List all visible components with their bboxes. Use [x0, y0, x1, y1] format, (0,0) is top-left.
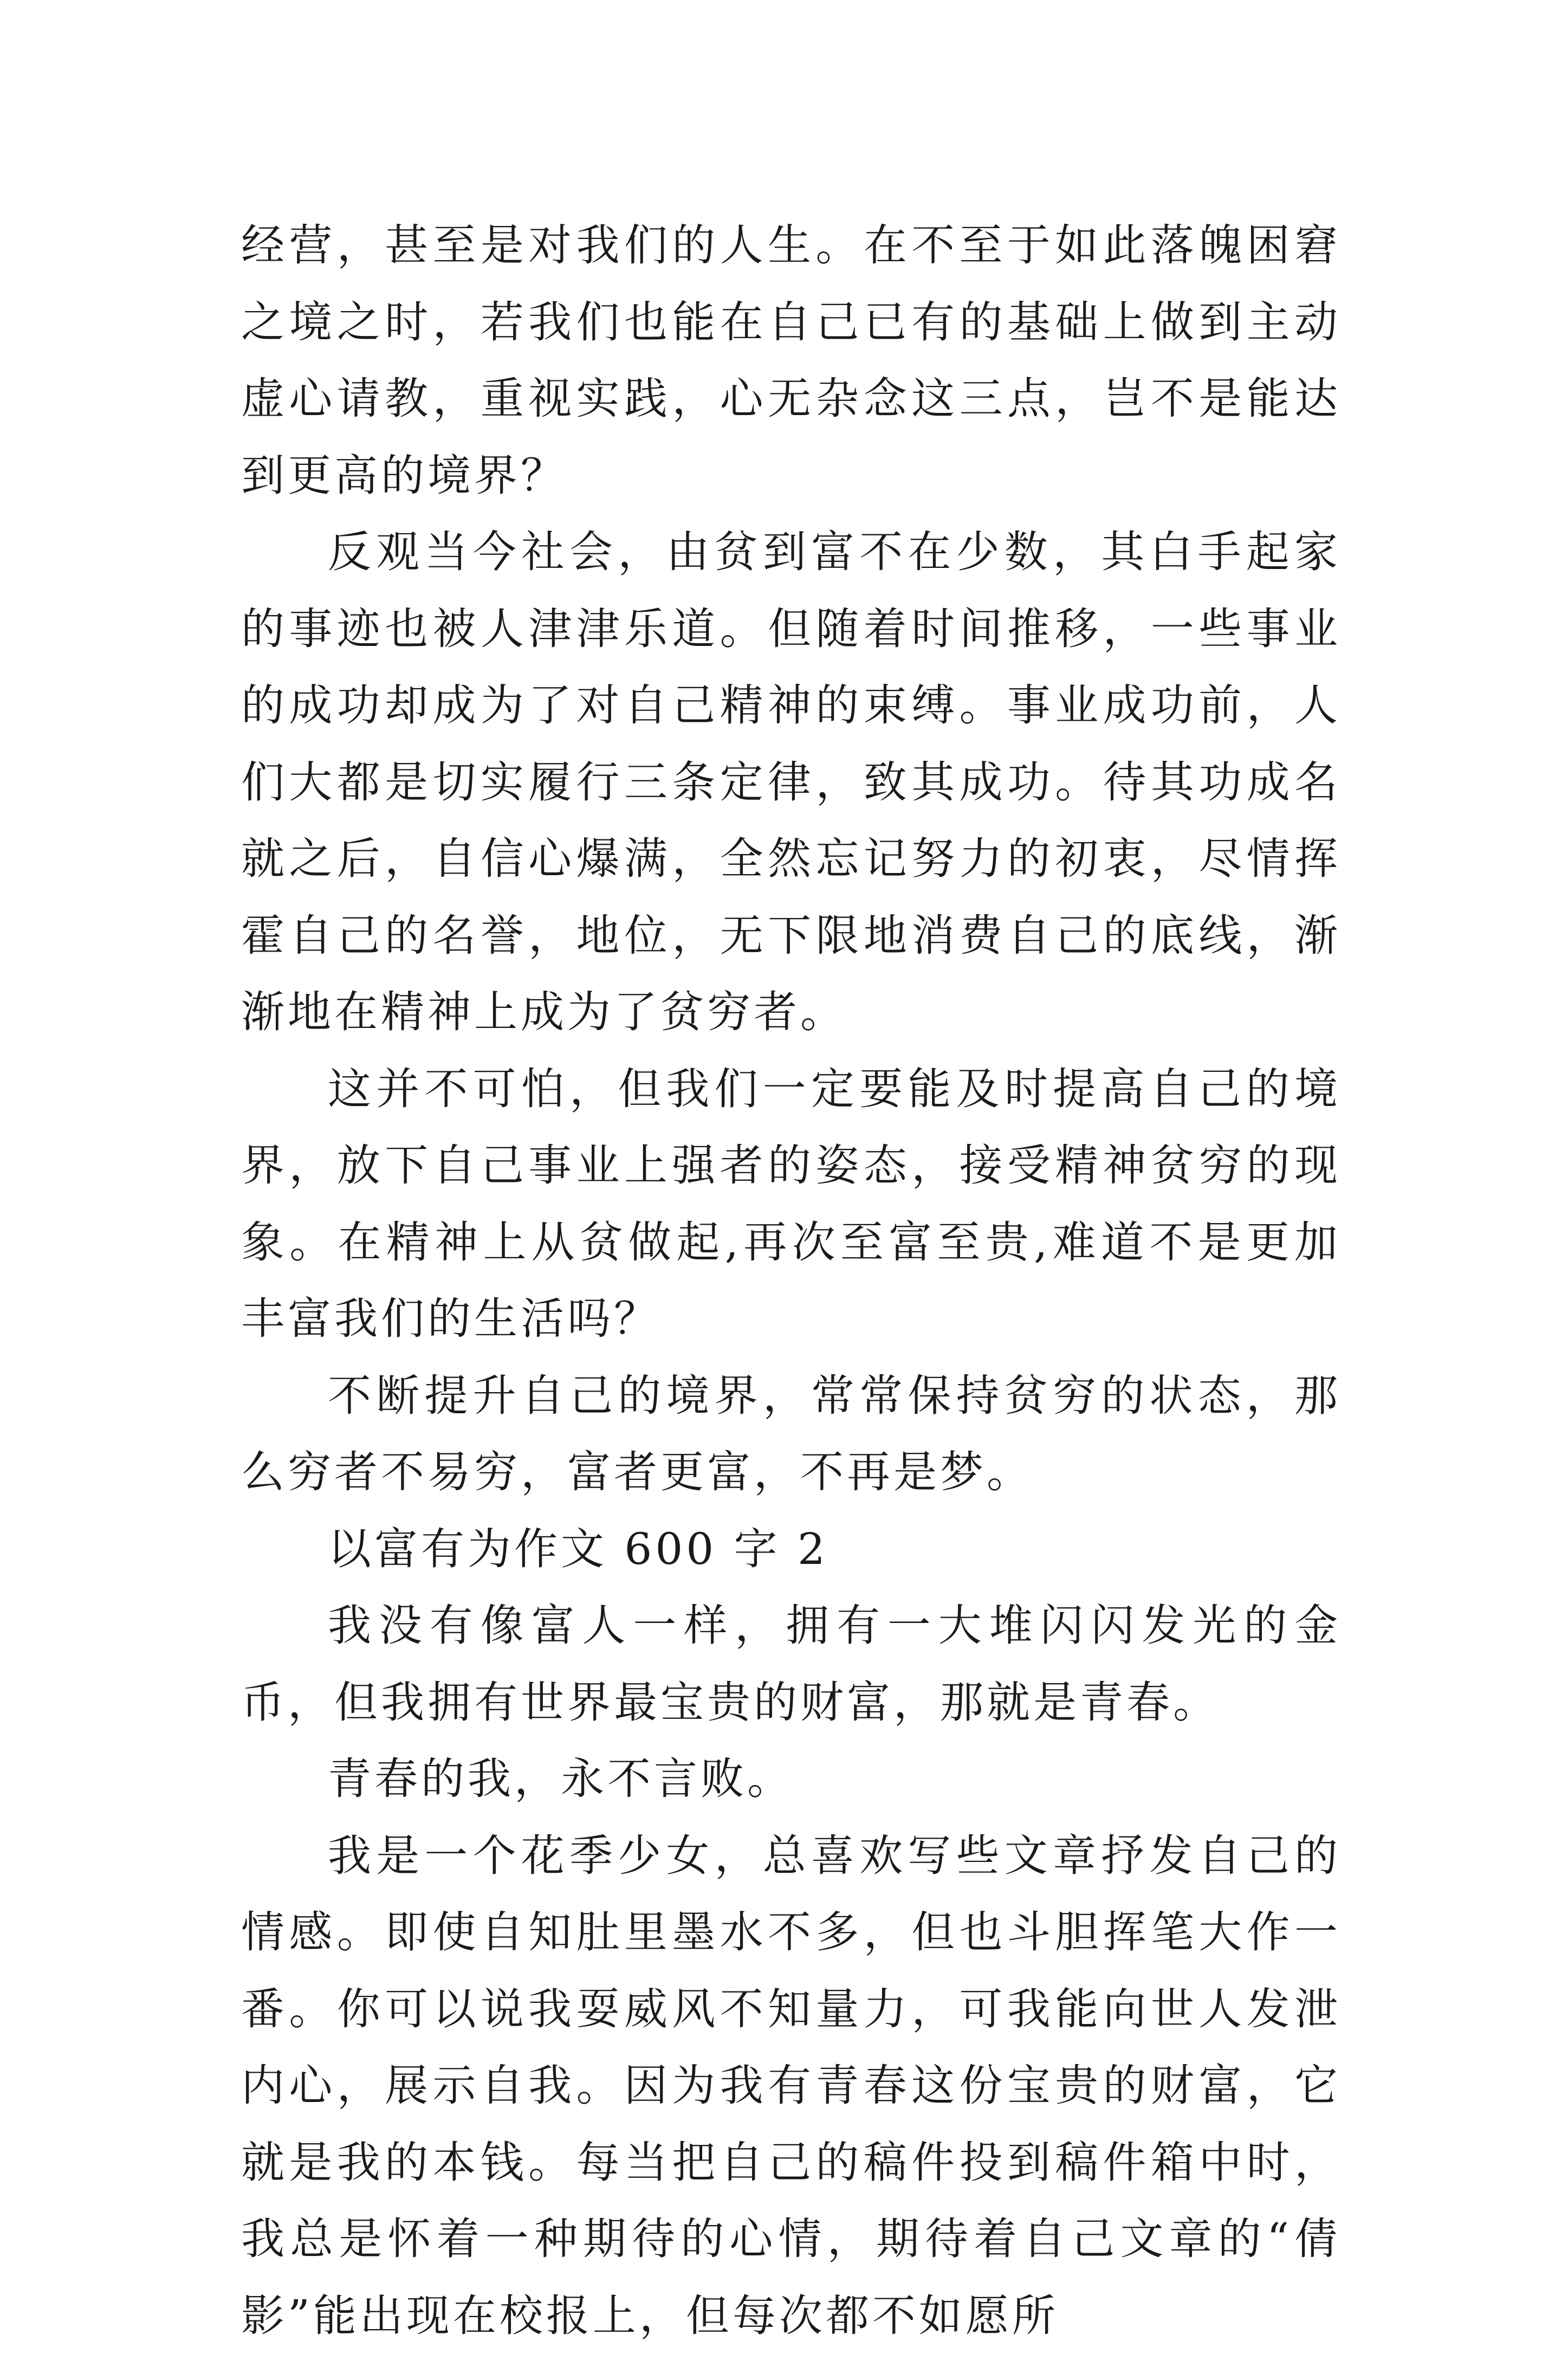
paragraph-4: 不断提升自己的境界，常常保持贫穷的状态，那么穷者不易穷，富者更富，不再是梦。	[241, 1357, 1341, 1511]
document-body	[241, 207, 1341, 2354]
paragraph-7: 我是一个花季少女，总喜欢写些文章抒发自己的情感。即使自知肚里墨水不多，但也斗胆挥笔大作一番。你可以说我耍威风不知量力，可我能向世人发泄内心，展示自我。因为我有青春这份宝贵的财富，它就是我的本钱。每当把自己的稿件投到稿件箱中时，我总是怀着一种期待的心情，期待着自己文章的“倩影”能出现在校报上，但每次都不如愿所	[241, 1818, 1341, 2354]
paragraph-2: 反观当今社会，由贫到富不在少数，其白手起家的事迹也被人津津乐道。但随着时间推移，一些事业的成功却成为了对自己精神的束缚。事业成功前，人们大都是切实履行三条定律，致其成功。待其功成名就之后，自信心爆满，全然忘记努力的初衷，尽情挥霍自己的名誉，地位，无下限地消费自己的底线，渐渐地在精神上成为了贫穷者。	[241, 514, 1341, 1051]
paragraph-3: 这并不可怕，但我们一定要能及时提高自己的境界，放下自己事业上强者的姿态，接受精神贫穷的现象。在精神上从贫做起,再次至富至贵,难道不是更加丰富我们的生活吗？	[241, 1051, 1341, 1357]
paragraph-5: 我没有像富人一样，拥有一大堆闪闪发光的金币，但我拥有世界最宝贵的财富，那就是青春。	[241, 1587, 1341, 1741]
section-title: 以富有为作文 600 字 2	[241, 1511, 1341, 1588]
paragraph-1: 经营，甚至是对我们的人生。在不至于如此落魄困窘之境之时，若我们也能在自己已有的基础上做到主动虚心请教，重视实践，心无杂念这三点，岂不是能达到更高的境界？	[241, 207, 1341, 514]
paragraph-6: 青春的我，永不言败。	[241, 1741, 1341, 1818]
